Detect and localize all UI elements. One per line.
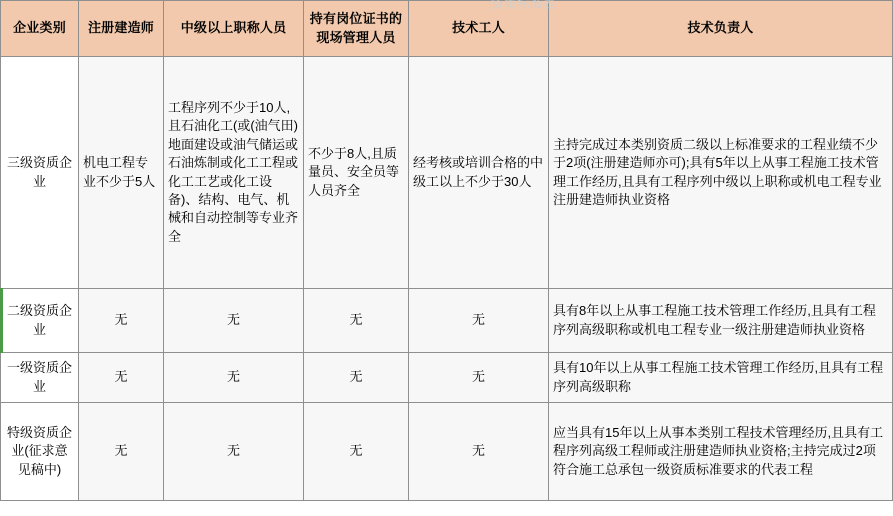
cell-technical-workers-special: 无 [409,403,549,501]
cell-mid-level-staff-level3: 工程序列不少于10人,且石油化工(或(油气田)地面建设或油气储运或石油炼制或化工工程或化工工艺或化工设备)、结构、电气、机械和自动控制等专业齐全 [164,57,304,289]
cell-technical-leader-special: 应当具有15年以上从事本类别工程技术管理经历,且具有工程序列高级工程师或注册建造师执业资格;主持完成过2项符合施工总承包一级资质标准要求的代表工程 [549,403,893,501]
cell-site-managers-special: 无 [304,403,409,501]
table-row [1,403,893,501]
cell-technical-workers-level3: 经考核或培训合格的中级工以上不少于30人 [409,57,549,289]
cell-mid-level-staff-special: 无 [164,403,304,501]
column-header-category: 企业类别 [1,1,79,57]
cell-registered-builder-special: 无 [79,403,164,501]
table-row [1,289,893,353]
row-category-level3: 三级资质企业 [1,57,79,289]
cell-mid-level-staff-level1: 无 [164,353,304,403]
row-category-level2: 二级资质企业 [1,289,79,353]
column-header-technical-workers: 技术工人 [409,1,549,57]
cell-registered-builder-level3: 机电工程专业不少于5人 [79,57,164,289]
column-header-registered-builder: 注册建造师 [79,1,164,57]
cell-technical-leader-level3: 主持完成过本类别资质二级以上标准要求的工程业绩不少于2项(注册建造师亦可);具有5年以上从事工程施工技术管理工作经历,且具有工程序列中级以上职称或机电工程专业注册建造师执业资格 [549,57,893,289]
cell-site-managers-level1: 无 [304,353,409,403]
column-header-mid-level-staff: 中级以上职称人员 [164,1,304,57]
cell-site-managers-level2: 无 [304,289,409,353]
table-row [1,353,893,403]
column-header-technical-leader: 技术负责人 [549,1,893,57]
cell-technical-leader-level2: 具有8年以上从事工程施工技术管理工作经历,且具有工程序列高级职称或机电工程专业一级注册建造师执业资格 [549,289,893,353]
cell-technical-workers-level2: 无 [409,289,549,353]
cell-registered-builder-level1: 无 [79,353,164,403]
cell-technical-leader-level1: 具有10年以上从事工程施工技术管理工作经历,且具有工程序列高级职称 [549,353,893,403]
cell-registered-builder-level2: 无 [79,289,164,353]
row-category-special: 特级资质企业(征求意见稿中) [1,403,79,501]
cell-mid-level-staff-level2: 无 [164,289,304,353]
cell-site-managers-level3: 不少于8人,且质量员、安全员等人员齐全 [304,57,409,289]
row-category-level1: 一级资质企业 [1,353,79,403]
clipped-top-title [408,0,638,2]
cell-technical-workers-level1: 无 [409,353,549,403]
table-header-row [1,1,893,57]
column-header-site-managers: 持有岗位证书的现场管理人员 [304,1,409,57]
table-row [1,57,893,289]
